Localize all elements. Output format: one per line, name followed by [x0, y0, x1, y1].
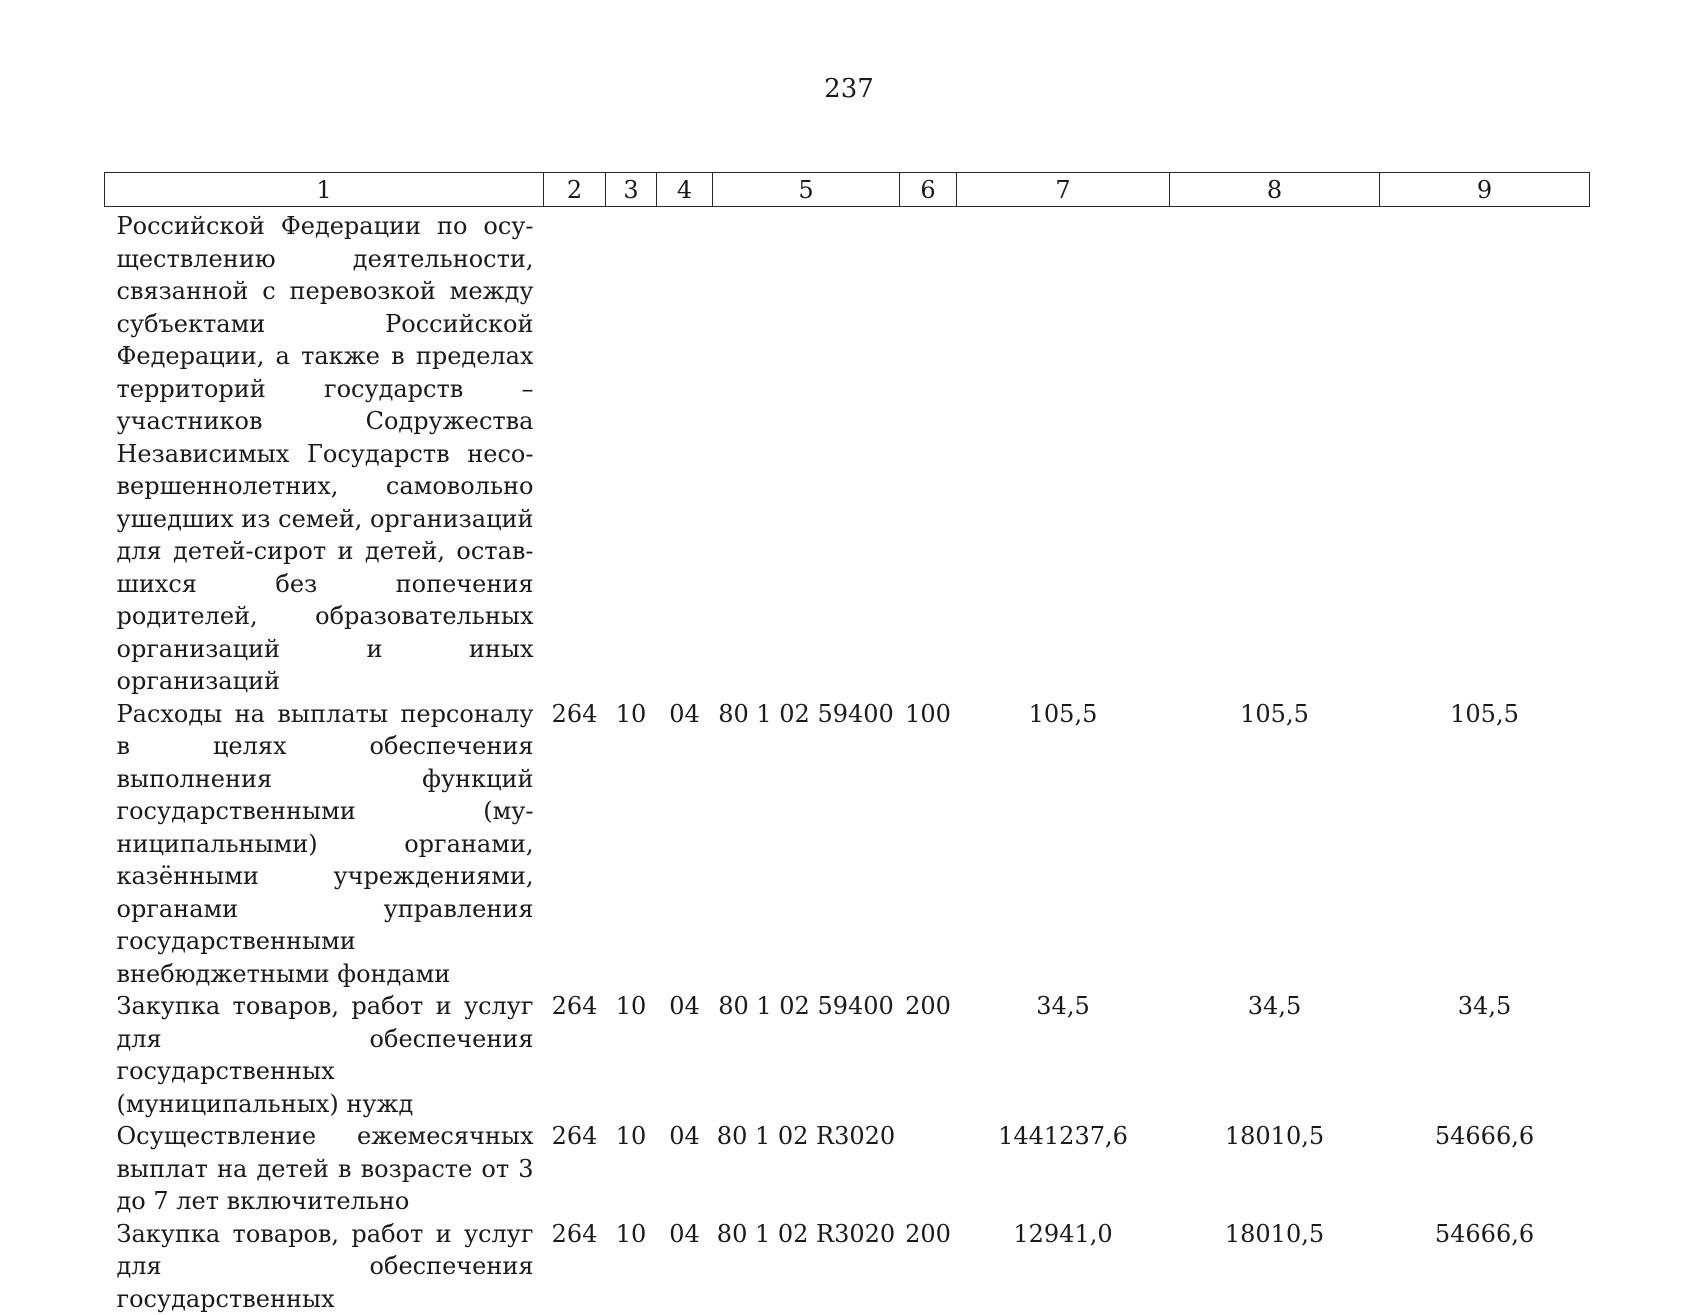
table-header [105, 173, 1590, 207]
row-ministry-code: 264 [544, 1218, 606, 1315]
row-target-article: 80 1 02 R3020 [713, 1218, 900, 1315]
row-subsection-code: 04 [657, 1218, 713, 1315]
table-body [105, 207, 1590, 1315]
row-section-code [606, 207, 657, 698]
row-amount-col7 [957, 207, 1170, 698]
row-name: Закупка товаров, работ и услуг для обеспечения государственных (муниципальных) нужд [105, 990, 544, 1120]
header-col-7: 7 [957, 173, 1170, 207]
row-target-article: 80 1 02 59400 [713, 698, 900, 991]
row-amount-col9: 34,5 [1380, 990, 1590, 1120]
row-expense-type: 200 [900, 1218, 957, 1315]
row-section-code: 10 [606, 990, 657, 1120]
row-subsection-code: 04 [657, 698, 713, 991]
page-number: 237 [0, 74, 1698, 104]
row-name: Закупка товаров, работ и услуг для обеспечения государственных [105, 1218, 544, 1315]
row-amount-col9: 54666,6 [1380, 1218, 1590, 1315]
row-ministry-code [544, 207, 606, 698]
table-row [105, 207, 1590, 698]
row-subsection-code: 04 [657, 990, 713, 1120]
header-col-8: 8 [1170, 173, 1380, 207]
row-target-article: 80 1 02 59400 [713, 990, 900, 1120]
row-amount-col8: 18010,5 [1170, 1218, 1380, 1315]
row-amount-col9 [1380, 207, 1590, 698]
table-row [105, 990, 1590, 1120]
header-row [105, 173, 1590, 207]
header-col-4: 4 [657, 173, 713, 207]
row-target-article: 80 1 02 R3020 [713, 1120, 900, 1218]
header-col-9: 9 [1380, 173, 1590, 207]
row-section-code: 10 [606, 1120, 657, 1218]
row-amount-col8: 18010,5 [1170, 1120, 1380, 1218]
row-amount-col8: 105,5 [1170, 698, 1380, 991]
header-col-1: 1 [105, 173, 544, 207]
row-amount-col7: 34,5 [957, 990, 1170, 1120]
row-section-code: 10 [606, 1218, 657, 1315]
row-amount-col7: 12941,0 [957, 1218, 1170, 1315]
row-expense-type [900, 1120, 957, 1218]
row-amount-col9: 105,5 [1380, 698, 1590, 991]
row-expense-type [900, 207, 957, 698]
row-amount-col7: 1441237,6 [957, 1120, 1170, 1218]
row-amount-col9: 54666,6 [1380, 1120, 1590, 1218]
row-amount-col8: 34,5 [1170, 990, 1380, 1120]
row-amount-col7: 105,5 [957, 698, 1170, 991]
row-name: Российской Федерации по осуществлению деятельности, связанной с перевозкой между субъектами Российской Федерации, а также в пределах территорий государств – участников Содружества Независимых Государств несовершеннолетних, самовольно ушедших из семей, организаций для детей-сирот и детей, оставшихся без попечения родителей, образовательных организаций и иных организаций [105, 207, 544, 698]
row-ministry-code: 264 [544, 1120, 606, 1218]
header-col-2: 2 [544, 173, 606, 207]
row-expense-type: 100 [900, 698, 957, 991]
table-row [105, 1218, 1590, 1315]
row-name: Расходы на выплаты персоналу в целях обеспечения выполнения функций государственными (муниципальными) органами, казёнными учреждениями, органами управления государственными внебюджетными фондами [105, 698, 544, 991]
header-col-3: 3 [606, 173, 657, 207]
row-name: Осуществление ежемесячных выплат на детей в возрасте от 3 до 7 лет включительно [105, 1120, 544, 1218]
row-target-article [713, 207, 900, 698]
table-row [105, 698, 1590, 991]
row-section-code: 10 [606, 698, 657, 991]
row-ministry-code: 264 [544, 698, 606, 991]
header-col-6: 6 [900, 173, 957, 207]
row-expense-type: 200 [900, 990, 957, 1120]
row-amount-col8 [1170, 207, 1380, 698]
row-ministry-code: 264 [544, 990, 606, 1120]
budget-table [104, 172, 1590, 1315]
row-subsection-code [657, 207, 713, 698]
row-subsection-code: 04 [657, 1120, 713, 1218]
header-col-5: 5 [713, 173, 900, 207]
table-row [105, 1120, 1590, 1218]
